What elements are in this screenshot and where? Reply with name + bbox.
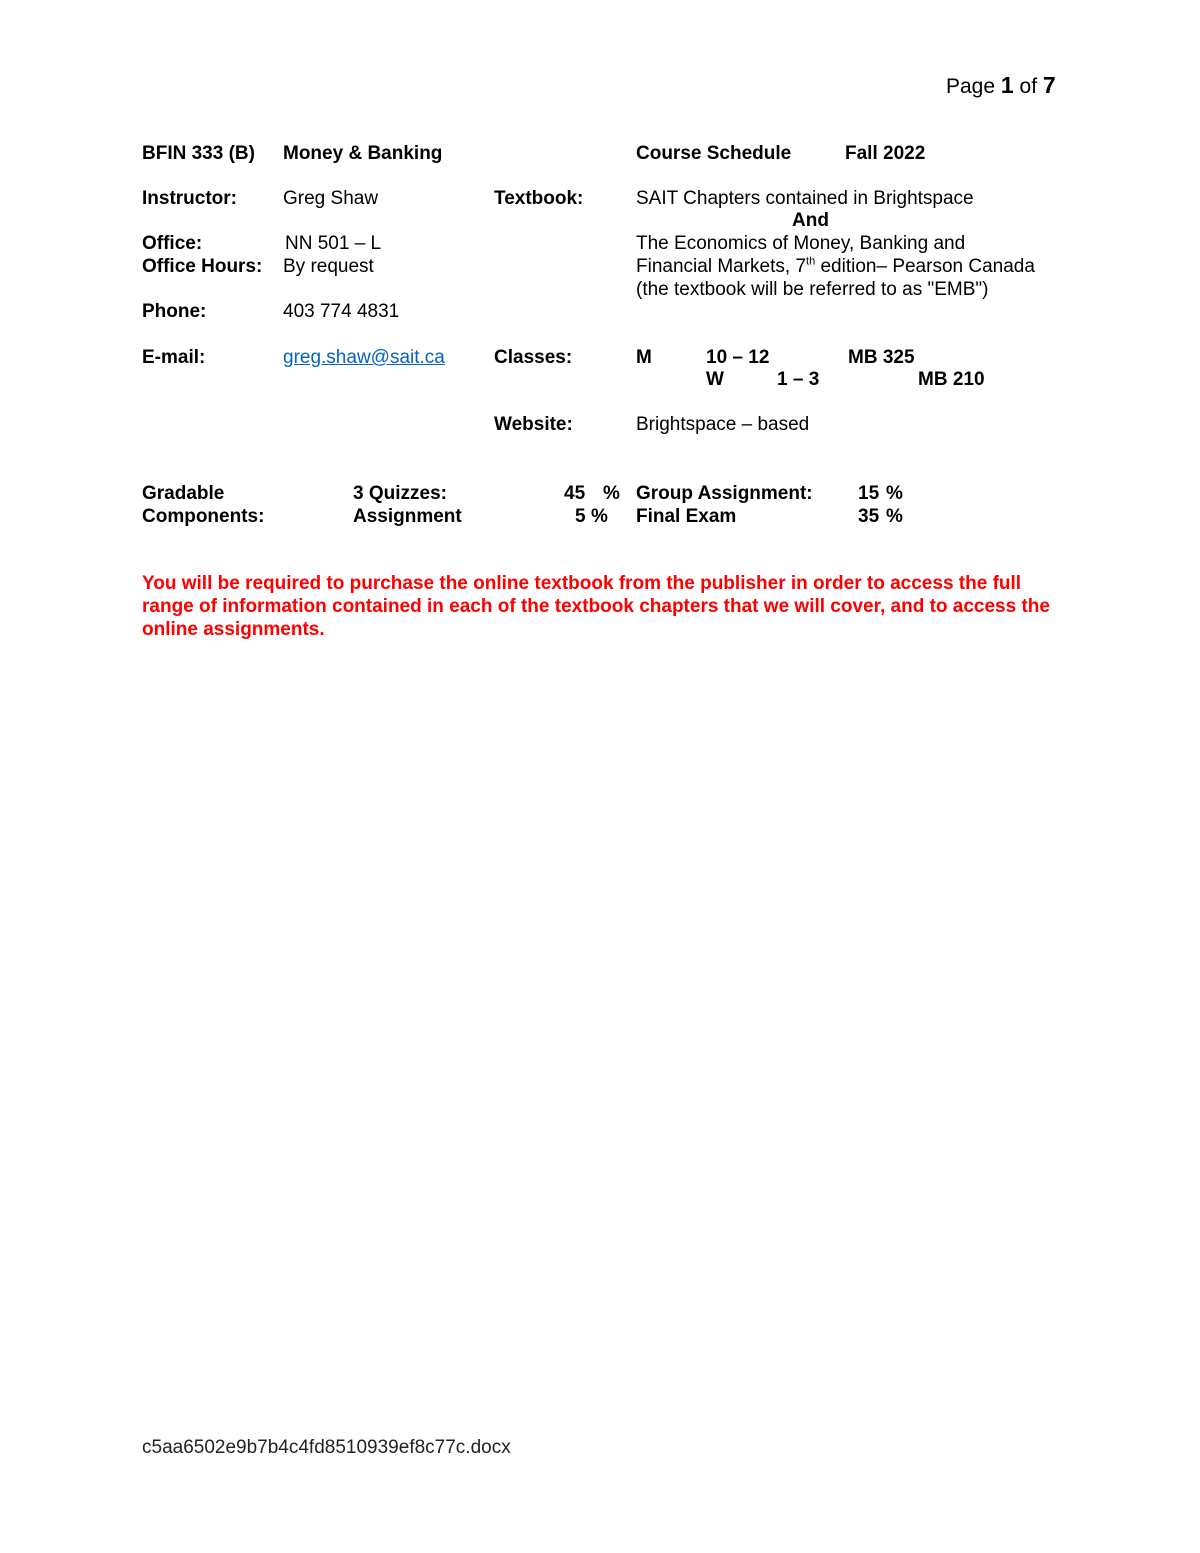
grade-item-name: Final Exam [636, 506, 737, 527]
textbook-label: Textbook: [494, 188, 584, 209]
office-label: Office: [142, 233, 203, 254]
footer-filename: c5aa6502e9b7b4c4fd8510939ef8c77c.docx [142, 1437, 511, 1458]
grade-item-unit: % [591, 506, 608, 527]
schedule-label: Course Schedule [636, 143, 792, 164]
class-time-1: 10 – 12 [706, 347, 770, 368]
email-link[interactable]: greg.shaw@sait.ca [283, 347, 445, 368]
office-hours-value: By request [283, 256, 374, 277]
grade-item-value: 35 [858, 506, 880, 527]
page-label: Page [946, 75, 996, 98]
grade-item-name: Assignment [353, 506, 462, 527]
page-total: 7 [1042, 72, 1056, 98]
grading-label-line1: Gradable [142, 483, 225, 504]
grade-item-value: 45 [564, 483, 586, 504]
grading-label-line2: Components: [142, 506, 265, 527]
classes-label: Classes: [494, 347, 573, 368]
textbook-and: And [792, 210, 829, 231]
website-label: Website: [494, 414, 573, 435]
phone-label: Phone: [142, 301, 207, 322]
textbook-line1: SAIT Chapters contained in Brightspace [636, 188, 974, 209]
page-current: 1 [1000, 72, 1014, 98]
instructor-label: Instructor: [142, 188, 237, 209]
website-value: Brightspace – based [636, 414, 810, 435]
office-value: NN 501 – L [285, 233, 382, 254]
textbook-line3-sup: th [806, 255, 816, 268]
purchase-notice: You will be required to purchase the online textbook from the publisher in order to access the full range of information contained in each of the textbook chapters that we will cover, and to access the online assignments. [142, 573, 1050, 640]
class-day-2: W [706, 369, 724, 390]
class-room-1: MB 325 [848, 347, 915, 368]
course-term: Fall 2022 [845, 143, 926, 164]
grade-item-name: 3 Quizzes: [353, 483, 447, 504]
textbook-line3-post: edition– Pearson Canada [815, 256, 1035, 277]
grade-item-unit: % [886, 506, 903, 527]
page-number [946, 72, 1056, 100]
grade-item-name: Group Assignment: [636, 483, 813, 504]
textbook-line3-pre: Financial Markets, 7 [636, 256, 807, 277]
course-title: Money & Banking [283, 143, 443, 164]
textbook-line2: The Economics of Money, Banking and [636, 233, 966, 254]
textbook-line3 [636, 255, 1035, 278]
course-code: BFIN 333 (B) [142, 143, 255, 164]
class-day-1: M [636, 347, 652, 368]
office-hours-label: Office Hours: [142, 256, 263, 277]
grade-item-unit: % [603, 483, 620, 504]
phone-value: 403 774 4831 [283, 301, 400, 322]
instructor-value: Greg Shaw [283, 188, 379, 209]
grade-item-unit: % [886, 483, 903, 504]
page-of: of [1019, 75, 1038, 98]
class-time-2: 1 – 3 [777, 369, 820, 390]
grade-item-value: 15 [858, 483, 880, 504]
textbook-line4: (the textbook will be referred to as "EMB") [636, 279, 989, 300]
email-label: E-mail: [142, 347, 206, 368]
class-room-2: MB 210 [918, 369, 985, 390]
grade-item-value: 5 [575, 506, 586, 527]
